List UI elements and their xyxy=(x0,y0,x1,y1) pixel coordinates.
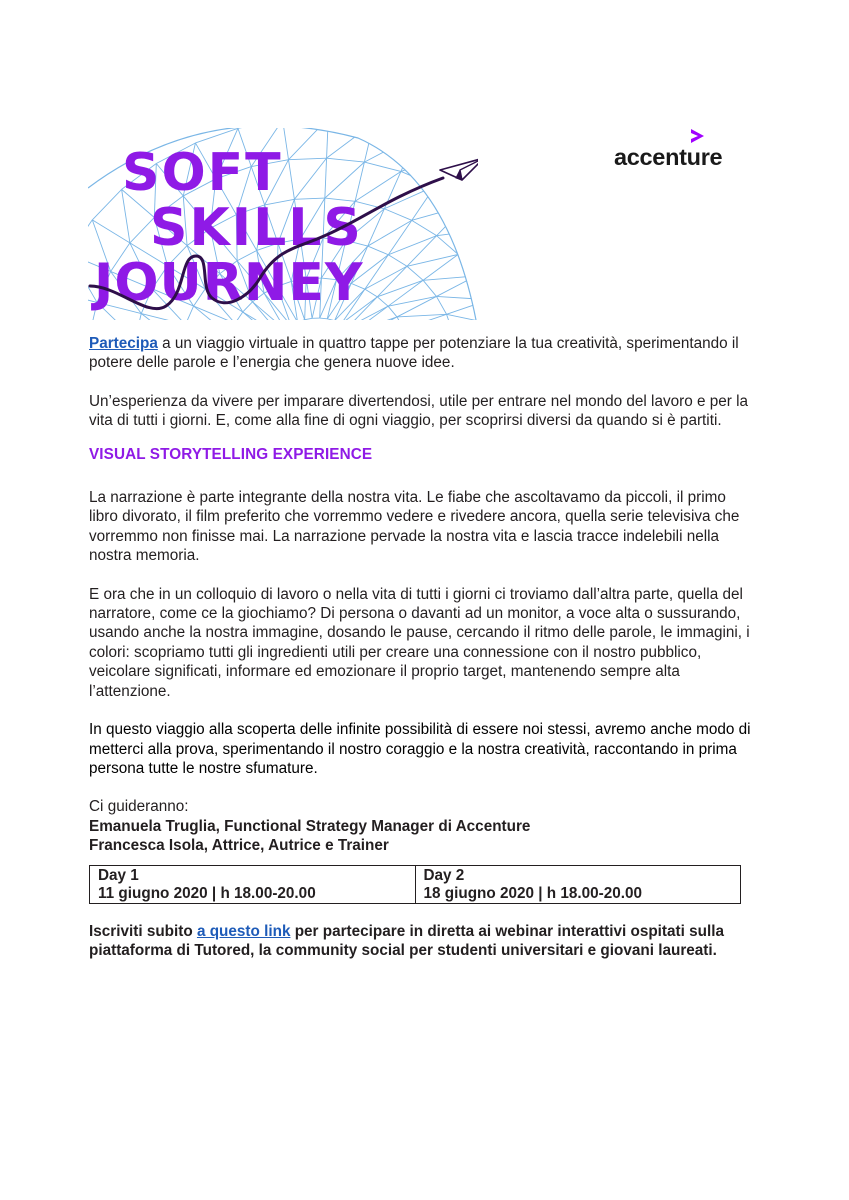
dome-grid-line xyxy=(325,158,327,198)
dome-grid-line xyxy=(377,280,423,297)
dome-grid-line xyxy=(388,236,436,255)
intro-paragraph-2: Un’esperienza da vivere per imparare divertendosi, utile per entrare nel mondo del lavoro e per la vita di tutti i giorni. E, come alla fine di ogni viaggio, per scoprirsi diversi da quando si è partiti. xyxy=(89,392,748,430)
dome-grid-line xyxy=(458,254,476,276)
dome-grid-line xyxy=(388,306,397,317)
dome-grid-line xyxy=(289,160,295,200)
dome-grid-line xyxy=(88,220,92,254)
dome-grid-line xyxy=(305,318,312,319)
dome-grid-line xyxy=(325,162,365,198)
dome-grid-line xyxy=(384,209,411,221)
dome-grid-line xyxy=(447,314,478,320)
dome-grid-line xyxy=(365,289,377,297)
dome-grid-line xyxy=(355,162,364,201)
accenture-arrow-mark xyxy=(689,128,705,144)
register-link[interactable]: a questo link xyxy=(196,922,291,940)
dome-grid-line xyxy=(377,297,388,306)
dome-grid-line xyxy=(476,276,478,300)
dome-grid-line xyxy=(401,134,418,171)
section-heading: VISUAL STORYTELLING EXPERIENCE xyxy=(89,445,373,463)
dome-grid-line xyxy=(327,158,365,162)
dome-grid-line xyxy=(407,236,437,267)
dome-grid-line xyxy=(368,246,389,255)
schedule-row xyxy=(90,865,741,903)
paper-plane-icon xyxy=(440,158,478,180)
guide-person-1: Emanuela Truglia, Functional Strategy Manager di Accenture xyxy=(89,817,531,835)
dome-grid-line xyxy=(435,186,466,205)
dome-grid-line xyxy=(423,280,436,296)
dome-grid-line xyxy=(388,220,411,254)
guides-block xyxy=(89,797,757,855)
guides-intro: Ci guideranno: xyxy=(89,798,189,816)
dome-grid-line xyxy=(458,228,478,254)
soft-skills-journey-banner xyxy=(88,128,478,320)
banner-title-line-3: JOURNEY xyxy=(94,253,364,313)
dome-grid-line xyxy=(92,220,130,243)
dome-grid-line xyxy=(466,203,478,206)
banner-title-line-2: SKILLS xyxy=(150,198,363,258)
register-suffix: per partecipare in diretta ai webinar interattivi ospitati sulla piattaforma di Tutored, la community social per studenti universitari e giovani laureati. xyxy=(89,922,724,959)
dome-grid-line xyxy=(320,318,328,319)
dome-grid-line xyxy=(412,220,437,235)
dome-grid-line xyxy=(141,314,181,320)
register-prefix: Iscriviti subito xyxy=(89,922,197,940)
dome-grid-line xyxy=(368,220,412,246)
dome-grid-line xyxy=(243,312,277,320)
intro-paragraph-1 xyxy=(89,334,757,373)
dome-grid-line xyxy=(397,317,404,320)
dome-grid-line xyxy=(353,317,397,320)
schedule-day-label: Day 1 xyxy=(98,866,139,884)
dome-grid-line xyxy=(365,255,388,289)
dome-grid-line xyxy=(476,276,478,285)
banner-title xyxy=(91,143,364,313)
schedule-table xyxy=(89,865,741,904)
dome-grid-line xyxy=(412,205,466,220)
schedule-day-date: 11 giugno 2020 | h 18.00-20.00 xyxy=(98,884,316,902)
register-paragraph xyxy=(89,922,757,961)
dome-grid-line xyxy=(436,296,446,314)
dome-grid-line xyxy=(377,266,407,297)
dome-grid-line xyxy=(364,162,401,171)
guide-person-2: Francesca Isola, Attrice, Autrice e Trainer xyxy=(89,837,389,855)
dome-grid-line xyxy=(466,175,478,206)
dome-grid-line xyxy=(92,189,121,219)
dome-grid-line xyxy=(327,319,334,320)
dome-grid-line xyxy=(397,296,436,317)
banner-illustration xyxy=(88,128,478,320)
dome-grid-line xyxy=(423,276,476,280)
dome-grid-line xyxy=(418,134,459,151)
dome-grid-line xyxy=(365,266,407,289)
dome-grid-line xyxy=(289,128,329,160)
schedule-cell-day-1 xyxy=(90,865,416,903)
dome-grid-line xyxy=(437,236,459,255)
dome-grid-line xyxy=(294,158,326,199)
story-paragraph-2: E ora che in un colloquio di lavoro o nella vita di tutti i giorni ci troviamo dall’altra parte, quella del narratore, come ce la giochiamo? Di persona o davanti ad un monitor, a voce alta o sussurando, usando anche la nostra immagine, dosando le pause, cercando il ritmo delle parole, le immagini, i colori: scopriamo tutti gli ingredienti utili per creare una connessione con il nostro pubblico, veicolare significati, informare ed emozionare il proprio target, mantenendo sempre alta l’attenzione. xyxy=(89,585,750,700)
schedule-day-label: Day 2 xyxy=(423,866,465,884)
dome-grid-line xyxy=(368,209,385,246)
accenture-logo-text: accenture xyxy=(614,144,723,170)
banner-title-line-1: SOFT xyxy=(122,143,283,203)
dome-grid-line xyxy=(466,205,478,228)
accenture-logo xyxy=(614,126,754,178)
partecipa-link[interactable]: Partecipa xyxy=(89,335,158,352)
dome-grid-line xyxy=(88,291,90,320)
dome-grid-line xyxy=(458,254,478,255)
dome-grid-line xyxy=(235,312,243,320)
schedule-cell-day-2 xyxy=(415,865,741,903)
dome-grid-line xyxy=(327,128,329,158)
dome-grid-line xyxy=(476,255,478,276)
dome-grid-line xyxy=(289,158,327,160)
intro-paragraph-1-text: a un viaggio virtuale in quattro tappe per potenziare la tua creatività, sperimentando il potere delle parole e l’energia che genera nuove idee. xyxy=(89,335,739,372)
main-content xyxy=(89,334,757,960)
dome-grid-line xyxy=(135,314,141,320)
schedule-day-date: 18 giugno 2020 | h 18.00-20.00 xyxy=(423,884,643,902)
story-paragraph-3: In questo viaggio alla scoperta delle infinite possibilità di essere noi stessi, avremo anche modo di metterci alla prova, sperimentando il nostro coraggio e la nostra creatività, raccontando in prima persona tutte le nostre sfumature. xyxy=(89,721,751,777)
dome-grid-line xyxy=(283,128,289,160)
dome-grid-line xyxy=(407,266,423,280)
story-paragraph-1: La narrazione è parte integrante della nostra vita. Le fiabe che ascoltavamo da piccoli, il primo libro divorato, il film preferito che vorremmo vedere e rivedere ancora, quella serie televisiva che vorremmo non finisse mai. La narrazione pervade la nostra vita e lascia tracce indelebili nella nostra memoria. xyxy=(89,489,740,565)
dome-grid-line xyxy=(374,128,418,134)
dome-grid-line xyxy=(437,205,467,236)
dome-grid-line xyxy=(388,255,407,267)
